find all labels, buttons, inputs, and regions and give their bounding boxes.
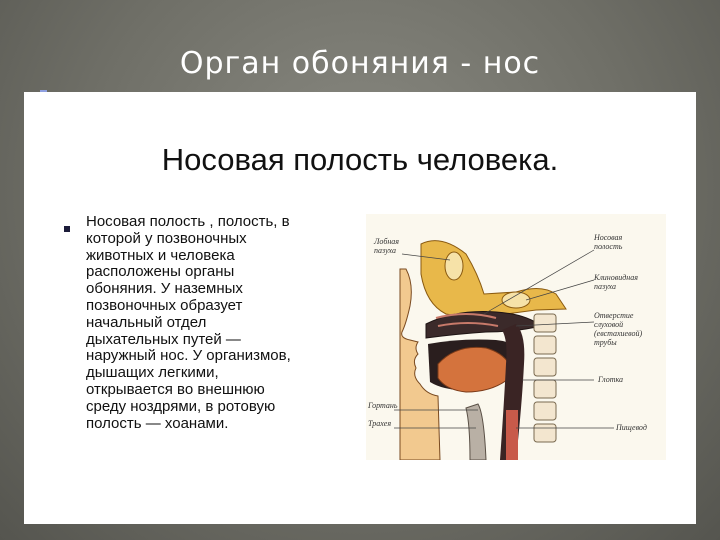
label-sphenoid-sinus-2: пазуха bbox=[594, 282, 616, 291]
body-line: позвоночных образует bbox=[86, 296, 243, 314]
body-line: наружный нос. У организмов, bbox=[86, 347, 291, 365]
label-esophagus: Пищевод bbox=[616, 423, 647, 432]
content-card bbox=[24, 92, 696, 524]
body-line: полость — хоанами. bbox=[86, 414, 229, 432]
body-line: среду ноздрями, в ротовую bbox=[86, 397, 276, 415]
body-line: дыхательных путей — bbox=[86, 330, 241, 348]
label-larynx: Гортань bbox=[368, 401, 398, 410]
esophagus bbox=[506, 410, 518, 460]
label-sphenoid-sinus-1: Клиновидная bbox=[594, 273, 638, 282]
content-heading: Носовая полость человека. bbox=[161, 142, 559, 177]
body-line: обоняния. У наземных bbox=[86, 280, 243, 298]
label-frontal-sinus-1: Лобная bbox=[374, 237, 400, 246]
sphenoid-sinus bbox=[502, 292, 530, 308]
label-auditory-tube-1: Отверстие bbox=[594, 311, 634, 320]
slide-title: Орган обоняния - нос bbox=[179, 46, 541, 81]
label-auditory-tube-2: слуховой bbox=[594, 320, 624, 329]
body-line: животных и человека bbox=[86, 246, 235, 264]
body-line: дышащих легкими, bbox=[86, 364, 219, 382]
trachea bbox=[466, 404, 486, 460]
frontal-sinus bbox=[445, 252, 463, 280]
label-trachea: Трахея bbox=[368, 419, 392, 428]
cervical-spine bbox=[534, 314, 556, 442]
anatomy-illustration bbox=[366, 214, 666, 460]
body-line: расположены органы bbox=[86, 263, 235, 281]
body-line: Носовая полость , полость, в bbox=[86, 213, 290, 230]
body-line: которой у позвоночных bbox=[86, 229, 247, 247]
label-auditory-tube-3: (евстахиевой) bbox=[594, 329, 643, 338]
skull-bone bbox=[421, 241, 566, 319]
nasal-cavity-diagram bbox=[366, 214, 666, 460]
label-frontal-sinus-2: пазуха bbox=[374, 246, 396, 255]
body-line: начальный отдел bbox=[86, 313, 207, 331]
bullet-icon bbox=[64, 226, 70, 232]
body-line: открывается во внешнюю bbox=[86, 380, 265, 398]
label-auditory-tube-4: трубы bbox=[594, 338, 617, 347]
label-pharynx: Глотка bbox=[598, 375, 624, 384]
body-text bbox=[86, 214, 348, 432]
label-nasal-cavity-2: полость bbox=[594, 242, 623, 251]
label-nasal-cavity-1: Носовая bbox=[594, 233, 623, 242]
